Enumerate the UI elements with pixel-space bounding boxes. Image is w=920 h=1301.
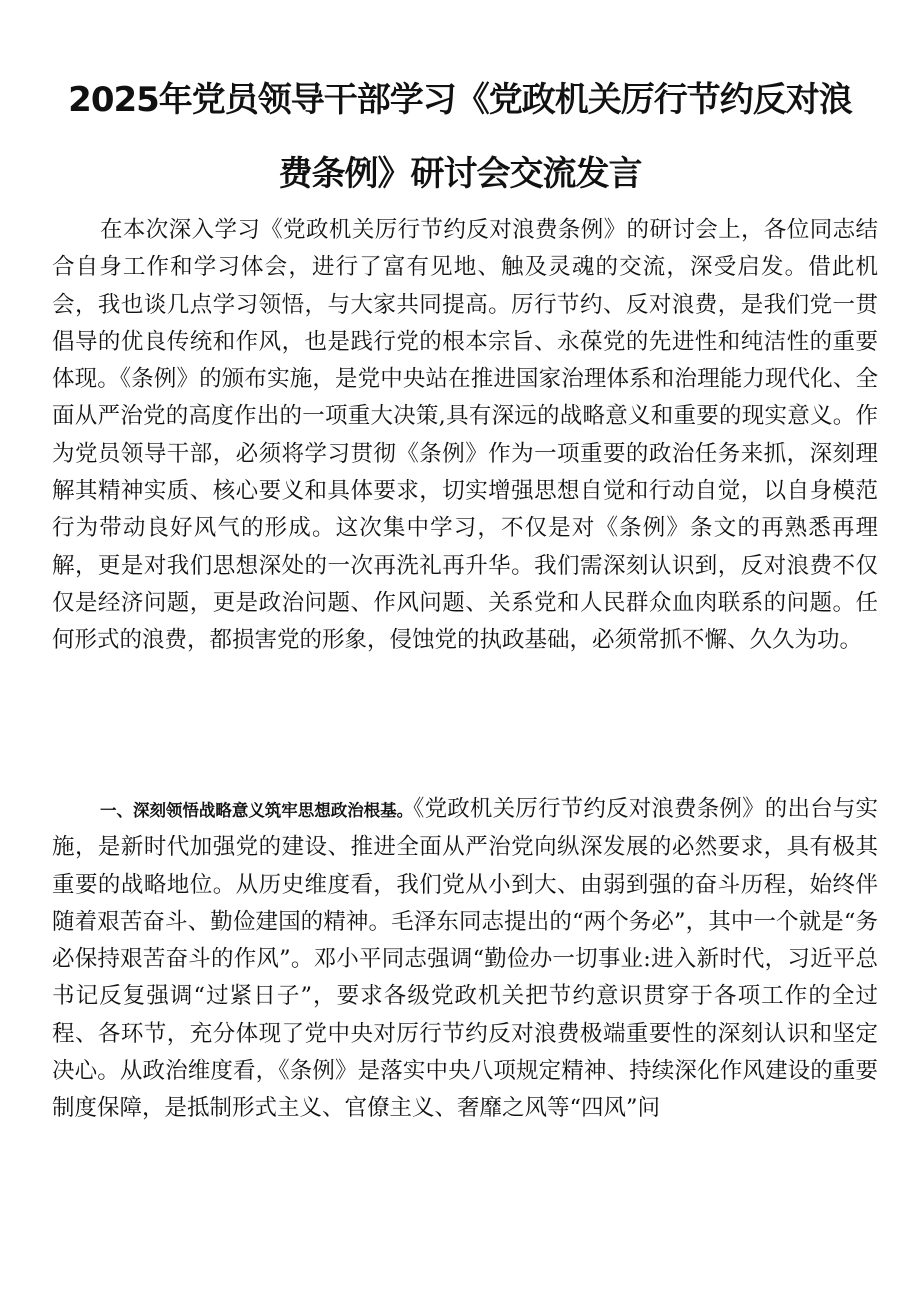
section-1-block — [52, 791, 878, 1128]
section-1-paragraph — [52, 791, 878, 1128]
document-title-line-1: 2025年党员领导干部学习《党政机关厉行节约反对浪 — [68, 80, 852, 120]
section-1-heading: 一、深刻领悟战略意义筑牢思想政治根基。 — [100, 801, 414, 820]
section-1-text: 《党政机关厉行节约反对浪费条例》的出台与实施，是新时代加强党的建设、推进全面从严治党向纵深发展的必然要求，具有极其重要的战略地位。从历史维度看，我们党从小到大、由弱到强的奋斗历程，始终伴随着艰苦奋斗、勤俭建国的精神。毛泽东同志提出的“两个务必”，其中一个就是“务必保持艰苦奋斗的作风”。邓小平同志强调“勤俭办一切事业:进入新时代，习近平总书记反复强调“过紧日子”，要求各级党政机关把节约意识贯穿于各项工作的全过程、各环节，充分体现了党中央对厉行节约反对浪费极端重要性的深刻认识和坚定决心。从政治维度看，《条例》是落实中央八项规定精神、持续深化作风建设的重要制度保障，是抵制形式主义、官僚主义、奢靡之风等“四风”问 — [52, 796, 878, 1122]
document-title-line-2: 费条例》研讨会交流发言 — [278, 154, 642, 194]
intro-paragraph-block — [52, 212, 878, 660]
intro-paragraph: 在本次深入学习《党政机关厉行节约反对浪费条例》的研讨会上，各位同志结合自身工作和学习体会，进行了富有见地、触及灵魂的交流，深受启发。借此机会，我也谈几点学习领悟，与大家共同提高。厉行节约、反对浪费，是我们党一贯倡导的优良传统和作风，也是践行党的根本宗旨、永葆党的先进性和纯洁性的重要体现。《条例》的颁布实施，是党中央站在推进国家治理体系和治理能力现代化、全面从严治党的高度作出的一项重大决策,具有深远的战略意义和重要的现实意义。作为党员领导干部，必须将学习贯彻《条例》作为一项重要的政治任务来抓，深刻理解其精神实质、核心要义和具体要求，切实增强思想自觉和行动自觉，以自身模范行为带动良好风气的形成。这次集中学习，不仅是对《条例》条文的再熟悉再理解，更是对我们思想深处的一次再洗礼再升华。我们需深刻认识到，反对浪费不仅仅是经济问题，更是政治问题、作风问题、关系党和人民群众血肉联系的问题。任何形式的浪费，都损害党的形象，侵蚀党的执政基础，必须常抓不懈、久久为功。 — [52, 217, 878, 654]
